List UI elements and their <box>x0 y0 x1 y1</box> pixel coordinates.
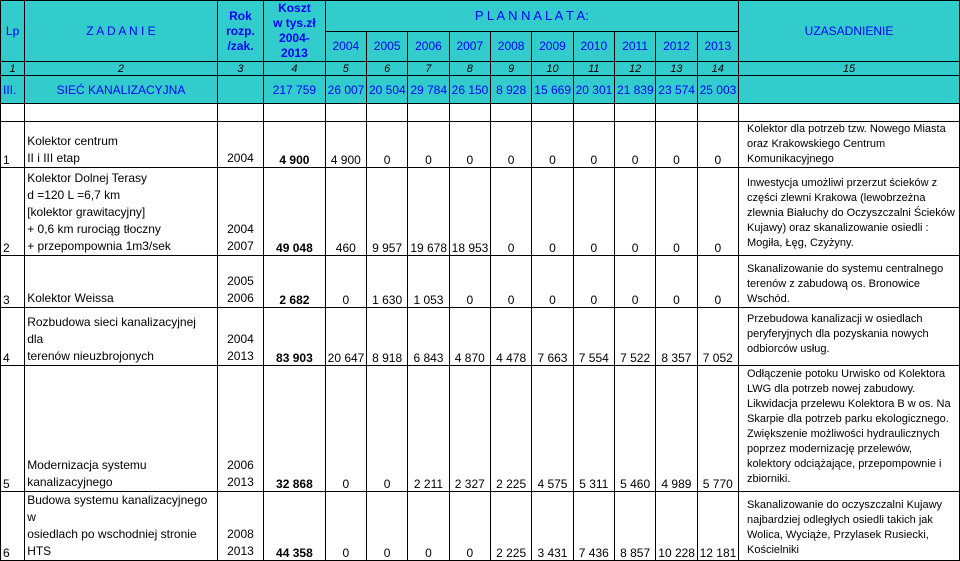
row-value: 0 <box>532 256 573 308</box>
section-total: 217 759 <box>264 76 326 104</box>
row-value: 0 <box>325 366 366 492</box>
year-header: 2005 <box>366 31 407 62</box>
row-value: 0 <box>366 492 407 561</box>
row-value: 4 870 <box>449 308 490 366</box>
col-number: 3 <box>217 62 263 76</box>
row-value: 4 900 <box>325 122 366 168</box>
row-value: 4 989 <box>656 366 697 492</box>
col-number: 15 <box>739 62 960 76</box>
col-number: 10 <box>532 62 573 76</box>
col-number: 13 <box>656 62 697 76</box>
row-value: 3 431 <box>532 492 573 561</box>
row-value: 10 228 <box>656 492 697 561</box>
year-header: 2009 <box>532 31 573 62</box>
row-value: 0 <box>490 122 531 168</box>
row-value: 0 <box>656 122 697 168</box>
row-value: 0 <box>573 168 614 256</box>
row-value: 2 225 <box>490 366 531 492</box>
year-header: 2007 <box>449 31 490 62</box>
row-total: 4 900 <box>264 122 326 168</box>
row-value: 0 <box>449 256 490 308</box>
row-task-name: Modernizacja systemu kanalizacyjnego <box>25 366 218 492</box>
row-value: 0 <box>656 256 697 308</box>
row-value: 4 575 <box>532 366 573 492</box>
table-row <box>1 122 960 168</box>
row-value: 9 957 <box>366 168 407 256</box>
row-value: 18 953 <box>449 168 490 256</box>
row-value: 0 <box>697 256 738 308</box>
row-justification: Kolektor dla potrzeb tzw. Nowego Miasta oraz Krakowskiego Centrum Komunikacyjnego <box>739 122 960 168</box>
table-row <box>1 256 960 308</box>
row-total: 2 682 <box>264 256 326 308</box>
row-value: 0 <box>697 168 738 256</box>
row-value: 460 <box>325 168 366 256</box>
header-lp: Lp <box>1 1 25 62</box>
header-uzasadnienie: UZASADNIENIE <box>739 1 960 62</box>
year-header: 2006 <box>408 31 449 62</box>
row-value: 7 663 <box>532 308 573 366</box>
row-years: 2004 2007 <box>217 168 263 256</box>
row-value: 8 357 <box>656 308 697 366</box>
row-value: 20 647 <box>325 308 366 366</box>
section-value: 26 150 <box>449 76 490 104</box>
header-plan: P L A N N A L A T A: <box>325 1 738 32</box>
row-value: 7 554 <box>573 308 614 366</box>
row-value: 0 <box>325 256 366 308</box>
row-total: 49 048 <box>264 168 326 256</box>
row-lp: 3 <box>1 256 25 308</box>
row-value: 7 522 <box>614 308 655 366</box>
col-number: 6 <box>366 62 407 76</box>
row-justification: Skanalizowanie do systemu centralnego terenów z zabudową os. Bronowice Wschód. <box>739 256 960 308</box>
col-number: 8 <box>449 62 490 76</box>
row-value: 2 225 <box>490 492 531 561</box>
col-number: 9 <box>490 62 531 76</box>
header-koszt: Koszt w tys.zł 2004-2013 <box>264 1 326 62</box>
row-task-name: Budowa systemu kanalizacyjnego w osiedlach po wschodniej stronie HTS <box>25 492 218 561</box>
row-task-name: Kolektor Dolnej Terasy d =120 L =6,7 km [kolektor grawitacyjny] + 0,6 km rurociąg tłoczny + przepompownia 1m3/sek <box>25 168 218 256</box>
row-lp: 5 <box>1 366 25 492</box>
row-value: 19 678 <box>408 168 449 256</box>
col-number: 4 <box>264 62 326 76</box>
row-value: 7 052 <box>697 308 738 366</box>
section-value: 26 007 <box>325 76 366 104</box>
section-value: 25 003 <box>697 76 738 104</box>
row-lp: 2 <box>1 168 25 256</box>
table-row <box>1 168 960 256</box>
section-value: 20 504 <box>366 76 407 104</box>
section-value: 29 784 <box>408 76 449 104</box>
row-value: 0 <box>697 122 738 168</box>
year-header: 2010 <box>573 31 614 62</box>
row-value: 0 <box>532 122 573 168</box>
row-value: 0 <box>573 256 614 308</box>
col-number: 12 <box>614 62 655 76</box>
spacer-row <box>1 104 960 122</box>
table-row <box>1 366 960 492</box>
row-value: 0 <box>366 122 407 168</box>
row-value: 0 <box>490 256 531 308</box>
row-value: 4 478 <box>490 308 531 366</box>
section-lp: III. <box>1 76 25 104</box>
row-value: 5 460 <box>614 366 655 492</box>
row-value: 0 <box>408 122 449 168</box>
col-number: 5 <box>325 62 366 76</box>
row-years: 2008 2013 <box>217 492 263 561</box>
row-task-name: Kolektor Weissa <box>25 256 218 308</box>
row-value: 7 436 <box>573 492 614 561</box>
col-number: 2 <box>25 62 218 76</box>
section-value: 21 839 <box>614 76 655 104</box>
row-value: 5 770 <box>697 366 738 492</box>
row-total: 83 903 <box>264 308 326 366</box>
section-value: 20 301 <box>573 76 614 104</box>
row-value: 1 053 <box>408 256 449 308</box>
row-value: 0 <box>366 366 407 492</box>
row-value: 0 <box>449 492 490 561</box>
row-value: 6 843 <box>408 308 449 366</box>
row-value: 0 <box>325 492 366 561</box>
row-value: 12 181 <box>697 492 738 561</box>
col-number: 14 <box>697 62 738 76</box>
col-number: 1 <box>1 62 25 76</box>
row-value: 8 918 <box>366 308 407 366</box>
row-years: 2004 <box>217 122 263 168</box>
row-value: 0 <box>408 492 449 561</box>
row-years: 2005 2006 <box>217 256 263 308</box>
table-row <box>1 492 960 561</box>
row-value: 1 630 <box>366 256 407 308</box>
year-header: 2008 <box>490 31 531 62</box>
col-number: 7 <box>408 62 449 76</box>
row-justification: Inwestycja umożliwi przerzut ścieków z części zlewni Krakowa (lewobrzeżna zlewnia Białuchy do Oczyszczalni Ścieków Kujawy) oraz skanalizowanie osiedli : Mogiła, Łęg, Czyżyny. <box>739 168 960 256</box>
row-task-name: Kolektor centrum II i III etap <box>25 122 218 168</box>
row-years: 2004 2013 <box>217 308 263 366</box>
row-value: 0 <box>614 122 655 168</box>
section-row <box>1 76 960 104</box>
row-value: 8 857 <box>614 492 655 561</box>
row-value: 0 <box>449 122 490 168</box>
row-justification: Przebudowa kanalizacji w osiedlach peryferyjnych dla pozyskania nowych odbiorców usług. <box>739 308 960 366</box>
row-justification: Skanalizowanie do oczyszczalni Kujawy najbardziej odległych osiedli takich jak Wolica, Wyciąże, Przylasek Rusiecki, Kościelniki <box>739 492 960 561</box>
row-value: 2 327 <box>449 366 490 492</box>
row-value: 0 <box>573 122 614 168</box>
section-value: 15 669 <box>532 76 573 104</box>
section-name: SIEĆ KANALIZACYJNA <box>25 76 218 104</box>
year-header: 2012 <box>656 31 697 62</box>
row-value: 0 <box>490 168 531 256</box>
row-value: 0 <box>614 256 655 308</box>
row-years: 2006 2013 <box>217 366 263 492</box>
row-total: 44 358 <box>264 492 326 561</box>
row-value: 0 <box>656 168 697 256</box>
header-rok: Rok rozp. /zak. <box>217 1 263 62</box>
row-value: 2 211 <box>408 366 449 492</box>
col-number: 11 <box>573 62 614 76</box>
year-header: 2013 <box>697 31 738 62</box>
row-lp: 4 <box>1 308 25 366</box>
row-value: 5 311 <box>573 366 614 492</box>
row-value: 0 <box>614 168 655 256</box>
row-total: 32 868 <box>264 366 326 492</box>
header-zadanie: Z A D A N I E <box>25 1 218 62</box>
year-header: 2011 <box>614 31 655 62</box>
table-row <box>1 308 960 366</box>
row-value: 0 <box>532 168 573 256</box>
row-task-name: Rozbudowa sieci kanalizacyjnej dla terenów nieuzbrojonych <box>25 308 218 366</box>
column-number-row <box>1 62 960 76</box>
section-value: 8 928 <box>490 76 531 104</box>
row-lp: 6 <box>1 492 25 561</box>
row-justification: Odłączenie potoku Urwisko od Kolektora LWG dla potrzeb nowej zabudowy. Likwidacja przelewu Kolektora B w os. Na Skarpie dla potrzeb parku ekologicznego. Zwiększenie możliwości hydraulicznych poprzez modernizację przelewów, kolektory odciążające, przepompownie i zbiorniki. <box>739 366 960 492</box>
year-header: 2004 <box>325 31 366 62</box>
section-value: 23 574 <box>656 76 697 104</box>
row-lp: 1 <box>1 122 25 168</box>
